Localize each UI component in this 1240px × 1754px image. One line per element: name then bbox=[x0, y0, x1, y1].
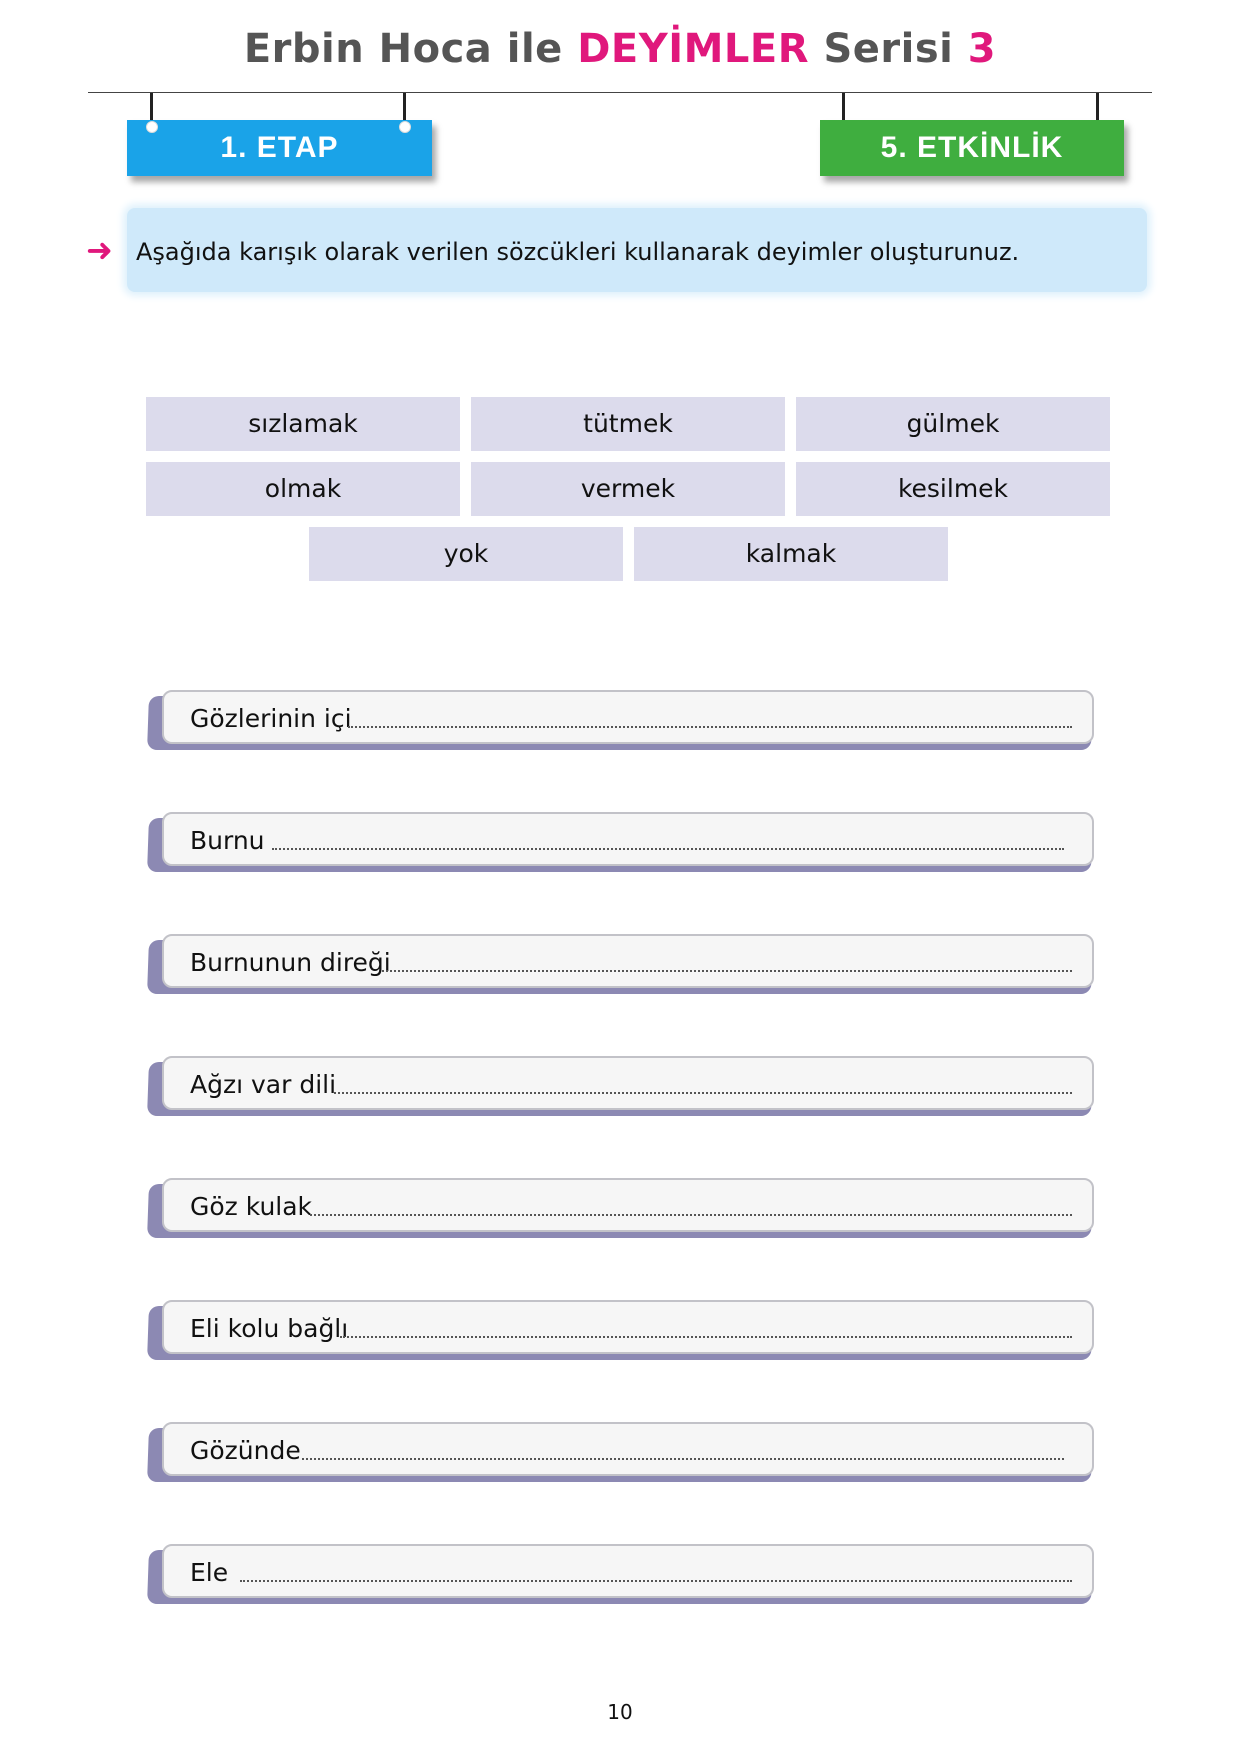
right-hanger-2 bbox=[1096, 93, 1099, 121]
word-tile: kesilmek bbox=[796, 462, 1110, 516]
answer-line[interactable] bbox=[148, 1056, 1098, 1114]
answer-blank[interactable] bbox=[334, 1092, 1072, 1094]
answer-line[interactable] bbox=[148, 690, 1098, 748]
stage-badge-label: 1. ETAP bbox=[220, 131, 339, 164]
title-part-4: 3 bbox=[967, 26, 997, 72]
answer-blank[interactable] bbox=[310, 1214, 1072, 1216]
stage-badge bbox=[127, 120, 432, 176]
title-part-1: Erbin Hoca ile bbox=[243, 26, 563, 72]
answer-blank[interactable] bbox=[348, 726, 1072, 728]
prompt-text: Burnu bbox=[190, 826, 265, 855]
answer-blank[interactable] bbox=[240, 1580, 1072, 1582]
answer-blank[interactable] bbox=[272, 848, 1064, 850]
word-tile: kalmak bbox=[634, 527, 948, 581]
word-tile: yok bbox=[309, 527, 623, 581]
word-tile: gülmek bbox=[796, 397, 1110, 451]
word-tile: olmak bbox=[146, 462, 460, 516]
prompt-text: Göz kulak bbox=[190, 1192, 313, 1221]
prompt-text: Gözlerinin içi bbox=[190, 704, 352, 733]
answer-line[interactable] bbox=[148, 1544, 1098, 1602]
activity-badge bbox=[820, 120, 1124, 176]
answer-line[interactable] bbox=[148, 934, 1098, 992]
prompt-text: Eli kolu bağlı bbox=[190, 1314, 349, 1343]
prompt-text: Ele bbox=[190, 1558, 229, 1587]
word-tile: vermek bbox=[471, 462, 785, 516]
pin-icon bbox=[146, 121, 158, 133]
page-number: 10 bbox=[607, 1700, 633, 1724]
answer-blank[interactable] bbox=[340, 1336, 1072, 1338]
right-hanger-1 bbox=[842, 93, 845, 121]
answer-line[interactable] bbox=[148, 1422, 1098, 1480]
left-hanger-2 bbox=[403, 93, 406, 123]
pin-icon bbox=[399, 121, 411, 133]
word-tile: tütmek bbox=[471, 397, 785, 451]
word-tile: sızlamak bbox=[146, 397, 460, 451]
answer-blank[interactable] bbox=[302, 1458, 1064, 1460]
instruction-text: Aşağıda karışık olarak verilen sözcükleri kullanarak deyimler oluşturunuz. bbox=[136, 238, 1020, 266]
arrow-right-icon: ➜ bbox=[86, 231, 113, 269]
header-divider bbox=[88, 92, 1152, 93]
activity-badge-label: 5. ETKİNLİK bbox=[880, 131, 1064, 164]
series-title bbox=[0, 26, 1240, 72]
prompt-text: Burnunun direği bbox=[190, 948, 391, 977]
answer-line[interactable] bbox=[148, 812, 1098, 870]
left-hanger-1 bbox=[150, 93, 153, 123]
prompt-text: Ağzı var dili bbox=[190, 1070, 337, 1099]
answer-line[interactable] bbox=[148, 1178, 1098, 1236]
answer-blank[interactable] bbox=[382, 970, 1072, 972]
prompt-text: Gözünde bbox=[190, 1436, 301, 1465]
answer-line[interactable] bbox=[148, 1300, 1098, 1358]
title-part-2: DEYİMLER bbox=[577, 26, 810, 72]
title-part-3: Serisi bbox=[823, 26, 954, 72]
